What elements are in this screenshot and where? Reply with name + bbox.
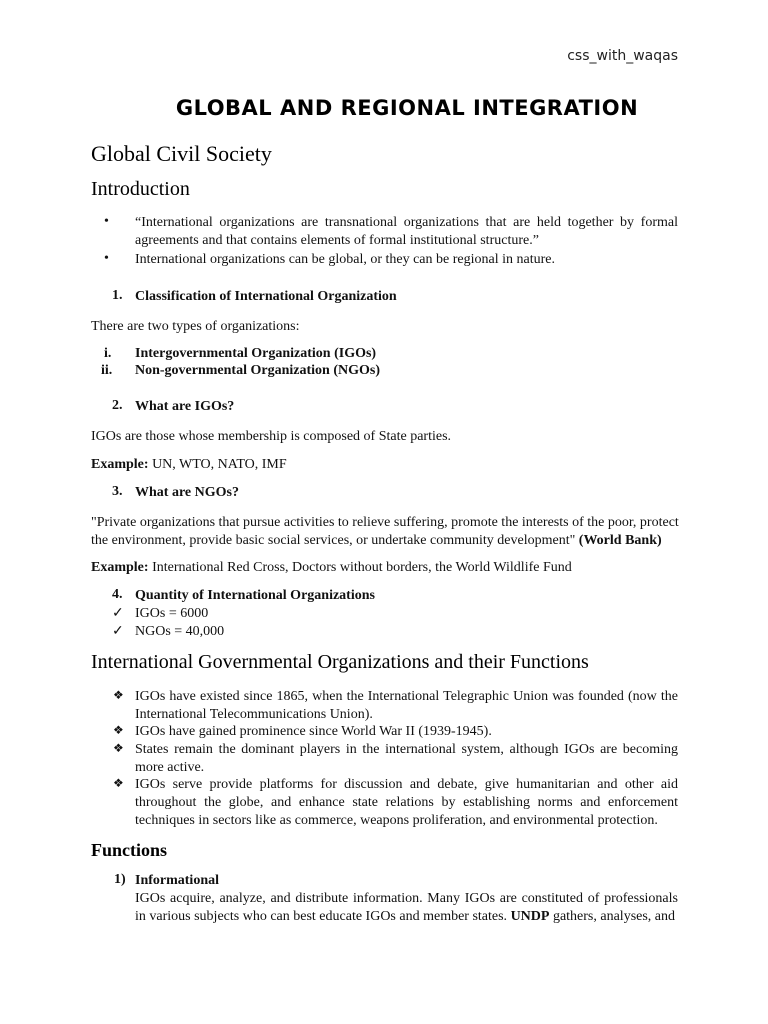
- igo-bullet-3: States remain the dominant players in the international system, although IGOs are becoming more active.: [135, 742, 678, 775]
- list-number: 2.: [112, 398, 123, 413]
- igo-bullet-4: IGOs serve provide platforms for discussion and debate, give humanitarian and other aid throughout the globe, and enhance state relations by establishing norms and enforcement techniques in sectors like as commerce, weapons proliferation, and environmental protection.: [135, 777, 678, 828]
- quantity-heading: Quantity of International Organizations: [135, 588, 375, 603]
- bullet-dot: •: [104, 251, 109, 266]
- ngos-quote-source: (World Bank): [575, 533, 662, 548]
- intro-bullet-2: International organizations can be global, or they can be regional in nature.: [135, 252, 555, 267]
- intro-bullet-1: “International organizations are transnational organizations that are held together by formal agreements and that contains elements of formal institutional structure.”: [135, 215, 678, 248]
- roman-marker: i.: [104, 346, 112, 361]
- igo-bullet-2: IGOs have gained prominence since World War II (1939-1945).: [135, 724, 492, 739]
- ngos-example: [91, 559, 572, 577]
- introduction-heading: Introduction: [91, 178, 190, 200]
- functions-heading: Functions: [91, 840, 168, 860]
- informational-text: [135, 890, 678, 926]
- list-number: 4.: [112, 587, 123, 602]
- ngos-quote-text: "Private organizations that pursue activities to relieve suffering, promote the interests of the poor, protect the environment, provide basic social services, or undertake community development": [91, 515, 679, 548]
- watermark: css_with_waqas: [567, 48, 678, 64]
- list-number: 3.: [112, 484, 123, 499]
- quantity-igos: IGOs = 6000: [135, 606, 209, 621]
- igos-example-text: UN, WTO, NATO, IMF: [148, 457, 287, 472]
- classification-item-ngos: Non-governmental Organization (NGOs): [135, 363, 380, 378]
- informational-heading: Informational: [135, 873, 219, 888]
- checkmark-icon: ✓: [112, 606, 124, 621]
- example-label: Example:: [91, 457, 149, 472]
- igos-example: [91, 456, 287, 474]
- diamond-bullet-icon: ❖: [113, 723, 124, 737]
- diamond-bullet-icon: ❖: [113, 688, 124, 702]
- informational-text-b: gathers, analyses, and: [549, 909, 676, 924]
- classification-intro: There are two types of organizations:: [91, 319, 300, 334]
- classification-item-igos: Intergovernmental Organization (IGOs): [135, 346, 377, 361]
- roman-marker: ii.: [101, 363, 113, 378]
- bullet-dot: •: [104, 214, 109, 229]
- ngos-example-text: International Red Cross, Doctors without borders, the World Wildlife Fund: [148, 560, 572, 575]
- ngos-quote: [91, 514, 681, 550]
- section-heading-igo-functions: International Governmental Organizations and their Functions: [91, 651, 589, 673]
- document-title: GLOBAL AND REGIONAL INTEGRATION: [175, 96, 639, 120]
- informational-undp: UNDP: [510, 909, 550, 924]
- igos-definition: IGOs are those whose membership is composed of State parties.: [91, 429, 452, 444]
- classification-heading: Classification of International Organization: [135, 289, 397, 304]
- ngos-heading: What are NGOs?: [135, 485, 239, 500]
- diamond-bullet-icon: ❖: [113, 741, 124, 755]
- quantity-ngos: NGOs = 40,000: [135, 624, 225, 639]
- igo-bullet-1: IGOs have existed since 1865, when the International Telegraphic Union was founded (now the International Telecommunications Union).: [135, 689, 678, 722]
- diamond-bullet-icon: ❖: [113, 776, 124, 790]
- example-label: Example:: [91, 560, 149, 575]
- informational-text-a: IGOs acquire, analyze, and distribute information. Many IGOs are constituted of professionals in various subjects who can best educate IGOs and member states.: [135, 891, 678, 924]
- list-number: 1): [114, 872, 126, 887]
- igos-heading: What are IGOs?: [135, 399, 235, 414]
- list-number: 1.: [112, 288, 123, 303]
- checkmark-icon: ✓: [112, 624, 124, 639]
- section-heading-global-civil-society: Global Civil Society: [91, 141, 272, 166]
